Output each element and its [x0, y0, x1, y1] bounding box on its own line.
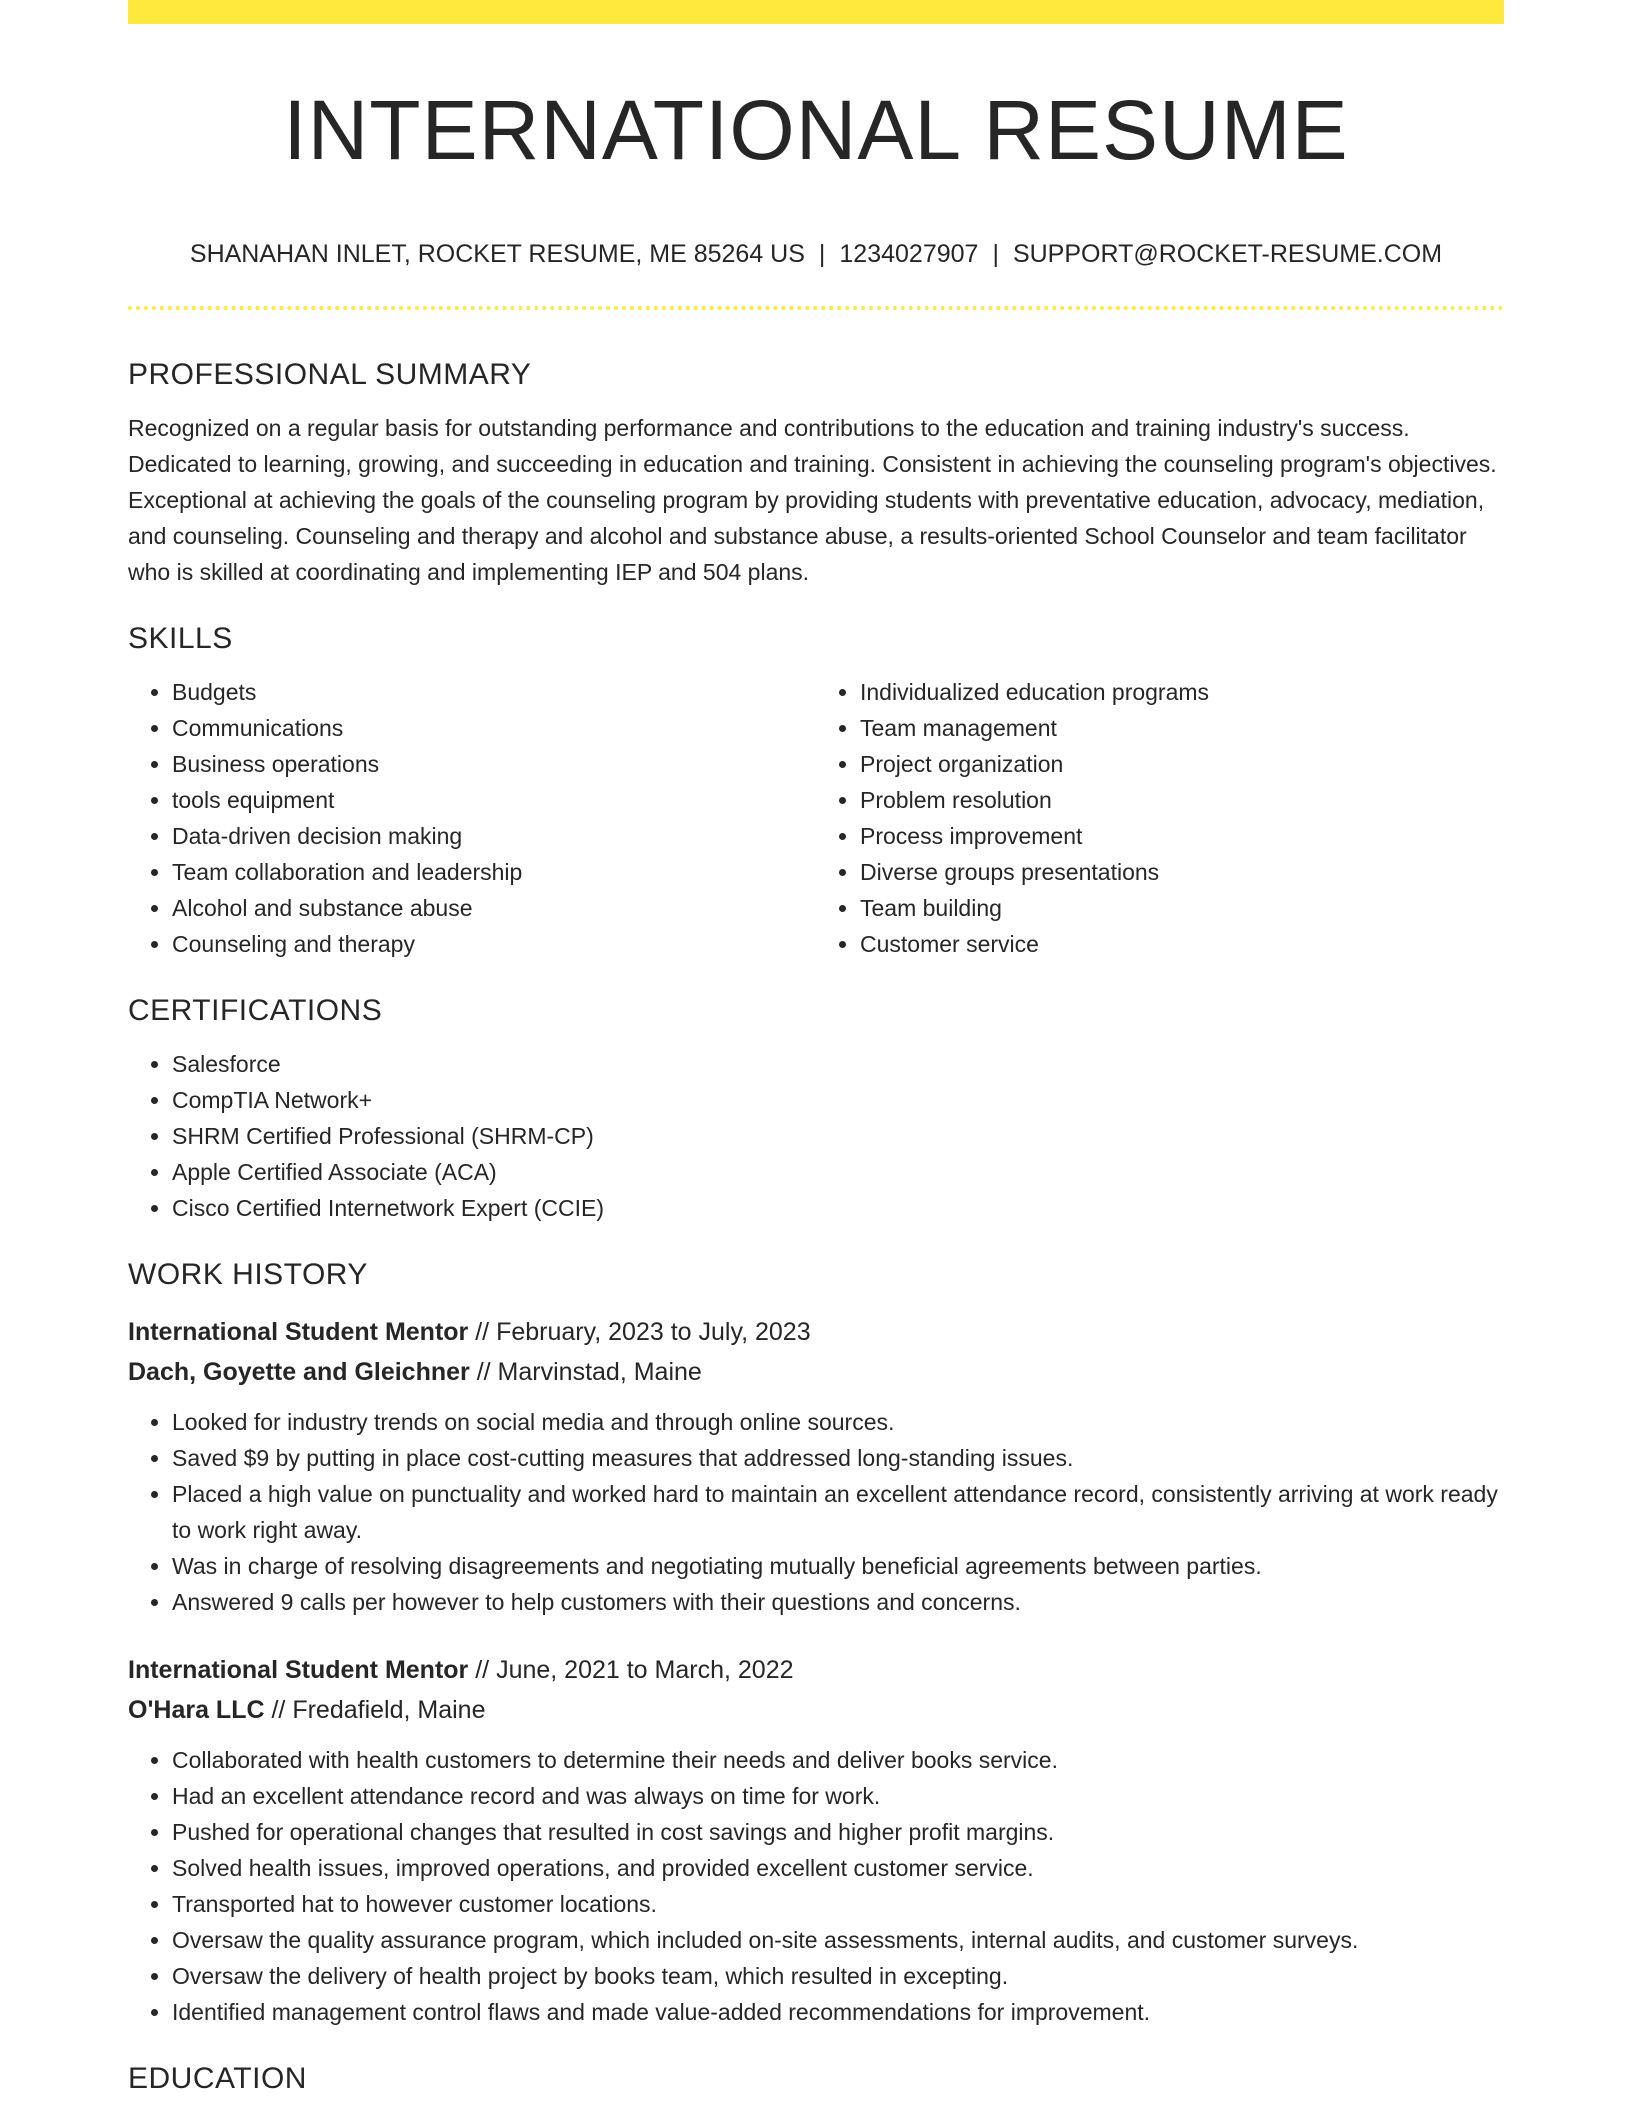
- summary-heading: PROFESSIONAL SUMMARY: [128, 358, 532, 391]
- skill-item: • Data-driven decision making: [172, 818, 816, 854]
- skill-item: • Business operations: [172, 746, 816, 782]
- skill-item: • Communications: [172, 710, 816, 746]
- skill-item: • tools equipment: [172, 782, 816, 818]
- contact-separator: |: [818, 240, 826, 268]
- job-entry: [128, 1650, 1504, 2030]
- job-title: International Student Mentor: [128, 1318, 469, 1346]
- contact-email: SUPPORT@ROCKET-RESUME.COM: [1012, 240, 1443, 268]
- job-bullet: • Was in charge of resolving disagreements and negotiating mutually beneficial agreements between parties.: [172, 1548, 1504, 1584]
- contact-address: SHANAHAN INLET, ROCKET RESUME, ME 85264 US: [189, 240, 805, 268]
- job-bullet: • Oversaw the delivery of health project by books team, which resulted in excepting.: [172, 1958, 1504, 1994]
- skill-item: • Customer service: [860, 926, 1504, 962]
- skill-item: • Counseling and therapy: [172, 926, 816, 962]
- job-company-line: [128, 1690, 1504, 1730]
- job-entry: [128, 1312, 1504, 1620]
- job-bullets: [128, 1742, 1504, 2030]
- job-location: // Marvinstad, Maine: [476, 1358, 702, 1386]
- education-section: [128, 2056, 1504, 2102]
- certification-item: • Apple Certified Associate (ACA): [172, 1154, 1504, 1190]
- skill-item: • Individualized education programs: [860, 674, 1504, 710]
- skill-item: • Problem resolution: [860, 782, 1504, 818]
- skills-list-right: [816, 674, 1504, 962]
- job-location: // Fredafield, Maine: [271, 1696, 486, 1724]
- job-bullet: • Answered 9 calls per however to help customers with their questions and concerns.: [172, 1584, 1504, 1620]
- job-title: International Student Mentor: [128, 1656, 469, 1684]
- skill-item: • Team collaboration and leadership: [172, 854, 816, 890]
- skill-item: • Project organization: [860, 746, 1504, 782]
- job-company-line: [128, 1352, 1504, 1392]
- job-bullet: • Pushed for operational changes that resulted in cost savings and higher profit margins.: [172, 1814, 1504, 1850]
- job-company: O'Hara LLC: [128, 1696, 265, 1724]
- job-bullet: • Collaborated with health customers to determine their needs and deliver books service.: [172, 1742, 1504, 1778]
- job-company: Dach, Goyette and Gleichner: [128, 1358, 470, 1386]
- certification-item: • CompTIA Network+: [172, 1082, 1504, 1118]
- job-bullet: • Oversaw the quality assurance program, which included on-site assessments, internal audits, and customer surveys.: [172, 1922, 1504, 1958]
- summary-section: [128, 352, 1504, 590]
- skill-item: • Alcohol and substance abuse: [172, 890, 816, 926]
- resume-title: INTERNATIONAL RESUME: [283, 83, 1349, 177]
- contact-line: [128, 236, 1504, 272]
- dotted-divider: [128, 306, 1504, 310]
- job-title-line: [128, 1650, 1504, 1690]
- certifications-list: [128, 1046, 1504, 1226]
- skills-list-left: [128, 674, 816, 962]
- job-bullets: [128, 1404, 1504, 1620]
- skill-item: • Diverse groups presentations: [860, 854, 1504, 890]
- education-heading: EDUCATION: [128, 2062, 307, 2095]
- skill-item: • Process improvement: [860, 818, 1504, 854]
- job-bullet: • Saved $9 by putting in place cost-cutting measures that addressed long-standing issues.: [172, 1440, 1504, 1476]
- job-bullet: • Transported hat to however customer locations.: [172, 1886, 1504, 1922]
- skill-item: • Budgets: [172, 674, 816, 710]
- skills-heading: SKILLS: [128, 622, 233, 655]
- skill-item: • Team management: [860, 710, 1504, 746]
- job-title-line: [128, 1312, 1504, 1352]
- skills-columns: [128, 674, 1504, 962]
- contact-separator: |: [992, 240, 999, 268]
- certifications-heading: CERTIFICATIONS: [128, 994, 383, 1027]
- resume-content: [128, 352, 1504, 2102]
- job-bullet: • Placed a high value on punctuality and worked hard to maintain an excellent attendance record, consistently arriving at work ready to work right away.: [172, 1476, 1504, 1548]
- job-dates: // February, 2023 to July, 2023: [475, 1318, 811, 1346]
- job-bullet: • Solved health issues, improved operations, and provided excellent customer service.: [172, 1850, 1504, 1886]
- work-history-heading: WORK HISTORY: [128, 1258, 368, 1291]
- job-bullet: • Identified management control flaws and made value-added recommendations for improvement.: [172, 1994, 1504, 2030]
- work-history-section: [128, 1252, 1504, 2030]
- job-bullet: • Looked for industry trends on social media and through online sources.: [172, 1404, 1504, 1440]
- contact-phone: 1234027907: [839, 240, 979, 268]
- skills-section: [128, 616, 1504, 962]
- job-dates: // June, 2021 to March, 2022: [475, 1656, 794, 1684]
- job-bullet: • Had an excellent attendance record and was always on time for work.: [172, 1778, 1504, 1814]
- summary-text: Recognized on a regular basis for outstanding performance and contributions to the education and training industry's success. Dedicated to learning, growing, and succeeding in education and training. Consistent in achieving the counseling program's objectives. Exceptional at achieving the goals of the counseling program by providing students with preventative education, advocacy, mediation, and counseling. Counseling and therapy and alcohol and substance abuse, a results-oriented School Counselor and team facilitator who is skilled at coordinating and implementing IEP and 504 plans.: [128, 415, 1497, 585]
- certification-item: • SHRM Certified Professional (SHRM-CP): [172, 1118, 1504, 1154]
- certifications-section: [128, 988, 1504, 1226]
- certification-item: • Cisco Certified Internetwork Expert (CCIE): [172, 1190, 1504, 1226]
- top-accent-bar: [128, 0, 1504, 24]
- skill-item: • Team building: [860, 890, 1504, 926]
- certification-item: • Salesforce: [172, 1046, 1504, 1082]
